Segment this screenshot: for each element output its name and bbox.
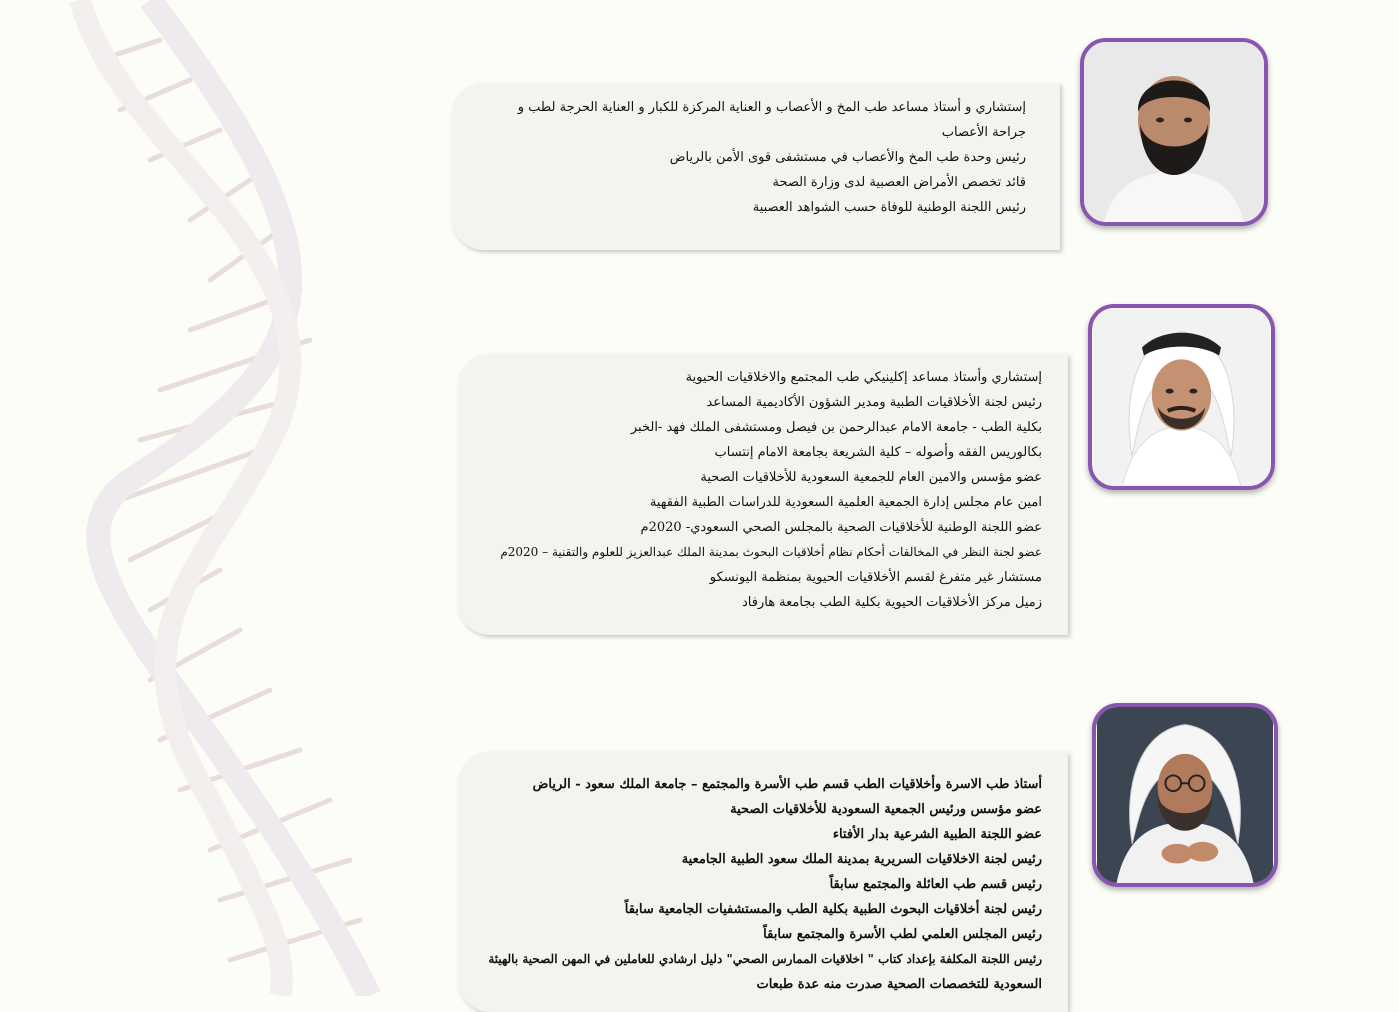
bio-line: قائد تخصص الأمراض العصبية لدى وزارة الصحة	[772, 175, 1026, 190]
bio-line: السعودية للتخصصات الصحية صدرت منه عدة طبعات	[756, 977, 1042, 992]
bio-line: عضو مؤسس ورئيس الجمعية السعودية للأخلاقيات الصحية	[730, 802, 1042, 817]
bio-line: رئيس قسم طب العائلة والمجتمع سابقاً	[829, 877, 1042, 892]
bio-line: زميل مركز الأخلاقيات الحيوية بكلية الطب بجامعة هارفاد	[741, 595, 1042, 610]
bio-line: امين عام مجلس إدارة الجمعية العلمية السعودية للدراسات الطبية الفقهية	[649, 495, 1042, 510]
profile-photo	[1092, 703, 1278, 887]
bio-line: رئيس لجنة أخلاقيات البحوث الطبية بكلية الطب والمستشفيات الجامعية سابقاً	[624, 902, 1042, 917]
bio-line: عضو مؤسس والامين العام للجمعية السعودية للأخلاقيات الصحية	[700, 470, 1042, 485]
bio-line: عضو اللجنة الطبية الشرعية بدار الأفتاء	[832, 827, 1042, 842]
bio-line: إستشاري وأستاذ مساعد إكلينيكي طب المجتمع والاخلاقيات الحيوية	[685, 370, 1042, 385]
bio-line: بكالوريس الفقه وأصوله – كلية الشريعة بجامعة الامام إنتساب	[714, 445, 1042, 460]
portrait-man-beard-icon	[1084, 42, 1264, 222]
bio-card	[452, 83, 1060, 250]
portrait-man-ghutra-glasses-icon	[1096, 707, 1274, 883]
bio-card	[458, 752, 1068, 1012]
bio-line: رئيس لجنة الاخلاقيات السريرية بمدينة الملك سعود الطبية الجامعية	[681, 852, 1042, 867]
profile-photo	[1088, 304, 1275, 490]
bio-list	[472, 95, 1026, 220]
dna-helix-background	[40, 0, 400, 996]
bio-line: رئيس اللجنة الوطنية للوفاة حسب الشواهد العصبية	[752, 200, 1026, 215]
bio-line: إستشاري و أستاذ مساعد طب المخ و الأعصاب و العناية المركزة للكبار و العناية الحرجة لطب و	[517, 100, 1026, 115]
bio-line: أستاذ طب الاسرة وأخلاقيات الطب قسم طب الأسرة والمجتمع – جامعة الملك سعود - الرياض	[532, 777, 1042, 792]
bio-line: رئيس اللجنة المكلفة بإعداد كتاب " اخلاقيات الممارس الصحي" دليل ارشادي للعاملين في المهن الصحية بالهيئة	[488, 952, 1042, 966]
bio-line: عضو اللجنة الوطنية للأخلاقيات الصحية بالمجلس الصحي السعودي- 2020م	[640, 520, 1042, 535]
bio-card	[458, 354, 1068, 635]
bio-line: جراحة الأعصاب	[941, 125, 1026, 140]
bio-line: رئيس المجلس العلمي لطب الأسرة والمجتمع سابقاً	[763, 927, 1042, 942]
portrait-man-ghutra-icon	[1092, 308, 1271, 486]
bio-list	[458, 772, 1042, 997]
bio-list	[462, 365, 1042, 615]
bio-line: بكلية الطب - جامعة الامام عبدالرحمن بن فيصل ومستشفى الملك فهد -الخبر	[630, 420, 1042, 435]
bio-line: رئيس لجنة الأخلاقيات الطبية ومدير الشؤون الأكاديمية المساعد	[706, 395, 1042, 410]
bio-line: مستشار غير متفرغ لقسم الأخلاقيات الحيوية بمنظمة اليونسكو	[709, 570, 1042, 585]
bio-line: رئيس وحدة طب المخ والأعصاب في مستشفى قوى الأمن بالرياض	[669, 150, 1026, 165]
bio-line: عضو لجنة النظر في المخالفات أحكام نظام أخلاقيات البحوث بمدينة الملك عبدالعزيز للعلوم والتقنية – 2020م	[500, 545, 1042, 559]
profile-photo	[1080, 38, 1268, 226]
